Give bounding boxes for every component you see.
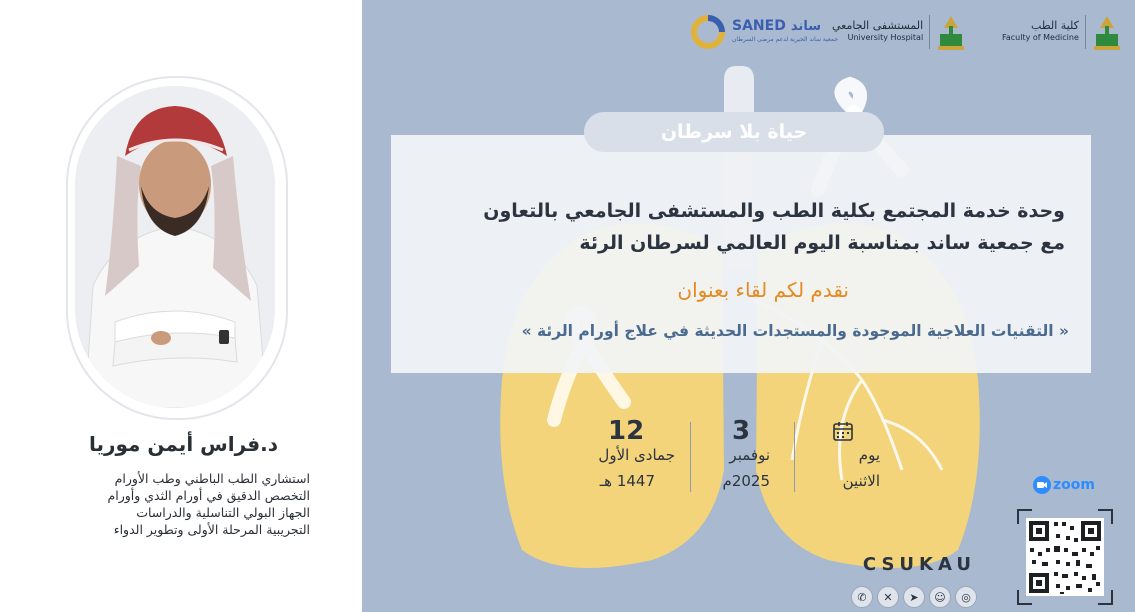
gregorian-month: نوفمبر [729,446,770,464]
bio-line: التخصص الدقيق في أورام الثدي وأورام [107,488,310,503]
university-emblem-icon [1092,12,1122,52]
talk-intro: نقدم لكم لقاء بعنوان [677,278,849,302]
university-emblem-icon [936,12,966,52]
instagram-icon: ◎ [955,586,977,608]
zoom-badge [1033,476,1095,494]
bio-line: الجهاز البولي التناسلية والدراسات [136,505,310,520]
saned-ring-icon [690,14,726,50]
saned-subtitle: جمعية ساند الخيرية لدعم مرضى السرطان [732,36,839,43]
social-handle: CSUKAU [862,554,976,575]
faculty-logo [1002,12,1122,52]
saned-name-en: SANED [732,18,786,34]
faculty-name-en: Faculty of Medicine [1002,33,1079,42]
announcement-line-1: وحدة خدمة المجتمع بكلية الطب والمستشفى الجامعي بالتعاون [483,200,1065,222]
hijri-day: 12 [608,416,645,446]
faculty-name-ar: كلية الطب [1031,19,1079,32]
whatsapp-icon: ✆ [851,586,873,608]
hijri-year: 1447 هـ [599,472,655,490]
qr-code [1016,508,1114,606]
zoom-camera-icon [1033,476,1051,494]
date-divider [690,422,691,492]
saned-logo [690,14,838,50]
speaker-photo [75,86,275,408]
bio-line: استشاري الطب الباطني وطب الأورام [114,471,310,486]
gregorian-day: 3 [732,416,751,446]
tagline: حياة بلا سرطان [660,121,808,143]
hijri-month: جمادى الأول [598,446,675,464]
x-icon: ✕ [877,586,899,608]
date-divider [794,422,795,492]
social-icons [851,586,977,608]
talk-title: « التقنيات العلاجية الموجودة والمستجدات الحديثة في علاج أورام الرئة » [521,322,1069,340]
gregorian-year: 2025م [722,472,770,490]
bio-line: التجريبية المرحلة الأولى وتطوير الدواء [113,522,310,537]
day-label: يوم [858,446,880,464]
hospital-name-en: University Hospital [847,33,924,42]
saned-name-ar: ساند [790,19,821,34]
calendar-icon [832,420,854,442]
event-panel [362,0,1135,612]
hospital-logo [832,12,966,52]
speaker-name: د.فراس أيمن موريا [88,432,278,456]
zoom-label: zoom [1053,477,1095,493]
hospital-name-ar: المستشفى الجامعي [832,19,924,32]
day-name: الاثنين [842,472,880,490]
speaker-bio [10,470,310,538]
speaker-panel [0,0,362,612]
announcement-line-2: مع جمعية ساند بمناسبة اليوم العالمي لسرطان الرئة [579,232,1065,254]
telegram-icon: ➤ [903,586,925,608]
snapchat-icon: ☺ [929,586,951,608]
